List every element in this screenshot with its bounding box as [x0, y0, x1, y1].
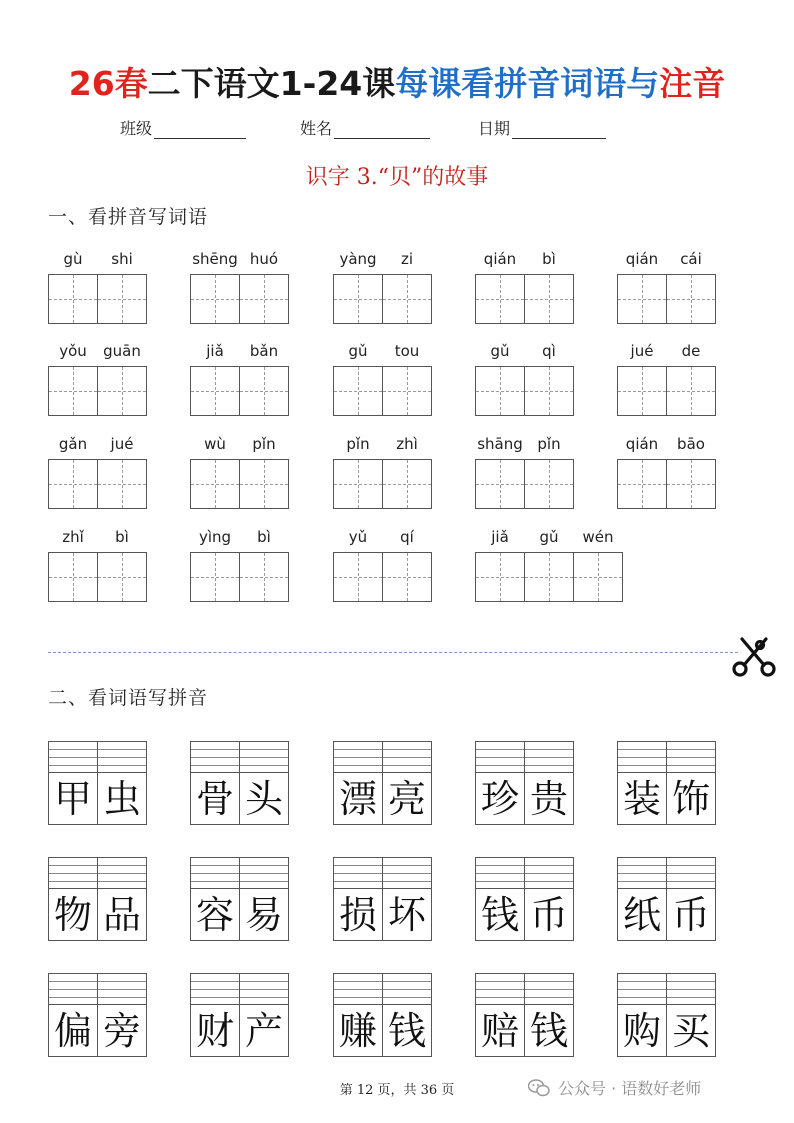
- pinyin-syllable: bǎn: [249, 342, 279, 360]
- pinyin-syllable: guān: [103, 342, 141, 360]
- hanzi-char: 买: [666, 1005, 716, 1057]
- pinyin-writing-lines[interactable]: [333, 857, 383, 889]
- pinyin-syllable: jiǎ: [491, 528, 509, 546]
- tianzige-cell[interactable]: [475, 459, 525, 509]
- hanzi-char: 物: [48, 889, 98, 941]
- hanzi-char: 坏: [382, 889, 432, 941]
- hanzi-char: 甲: [48, 773, 98, 825]
- hanzi-char: 币: [524, 889, 574, 941]
- tianzige-cell[interactable]: [617, 459, 667, 509]
- pinyin-syllable: yàng: [339, 250, 377, 268]
- pinyin-syllable: qí: [400, 528, 414, 546]
- hanzi-char: 钱: [382, 1005, 432, 1057]
- pinyin-syllable: zi: [400, 250, 414, 268]
- pinyin-writing-lines[interactable]: [239, 857, 289, 889]
- name-label: 姓名: [300, 119, 333, 138]
- hanzi-char: 购: [617, 1005, 667, 1057]
- writing-cells: [48, 459, 147, 509]
- pinyin-syllable: cái: [680, 250, 702, 268]
- pinyin-writing-lines[interactable]: [382, 857, 432, 889]
- hanzi-char: 饰: [666, 773, 716, 825]
- class-field[interactable]: [120, 116, 246, 139]
- writing-cells: [333, 366, 432, 416]
- hanzi-char: 偏: [48, 1005, 98, 1057]
- class-label: 班级: [120, 119, 153, 138]
- pinyin-writing-lines[interactable]: [617, 857, 667, 889]
- pinyin-writing-lines[interactable]: [333, 741, 383, 773]
- pinyin-syllable: wén: [582, 528, 614, 546]
- pinyin-writing-lines[interactable]: [190, 973, 240, 1005]
- tianzige-cell[interactable]: [190, 366, 240, 416]
- pinyin-syllable: gǎn: [58, 435, 88, 453]
- tianzige-cell[interactable]: [239, 552, 289, 602]
- char-column: [617, 973, 667, 1057]
- tianzige-cell[interactable]: [97, 274, 147, 324]
- title-topic: 每课看拼音词语与: [395, 64, 660, 103]
- hanzi-char: 贵: [524, 773, 574, 825]
- tianzige-cell[interactable]: [97, 459, 147, 509]
- writing-cells: [475, 274, 574, 324]
- tianzige-cell[interactable]: [190, 274, 240, 324]
- pinyin-syllable: gǔ: [539, 528, 559, 546]
- cut-line: [48, 652, 738, 653]
- hanzi-char: 珍: [475, 773, 525, 825]
- tianzige-cell[interactable]: [97, 552, 147, 602]
- char-column: [239, 857, 289, 941]
- pinyin-syllable: shāng: [477, 435, 523, 453]
- tianzige-cell[interactable]: [573, 552, 623, 602]
- char-column: [239, 741, 289, 825]
- pinyin-syllable: zhì: [396, 435, 418, 453]
- hanzi-char: 品: [97, 889, 147, 941]
- word-item: [48, 741, 147, 825]
- hanzi-char: 纸: [617, 889, 667, 941]
- word-item: [475, 857, 574, 941]
- tianzige-cell[interactable]: [475, 366, 525, 416]
- hanzi-char: 装: [617, 773, 667, 825]
- writing-cells: [190, 366, 289, 416]
- tianzige-cell[interactable]: [475, 274, 525, 324]
- pinyin-syllable: qián: [483, 250, 517, 268]
- pinyin-writing-lines[interactable]: [524, 741, 574, 773]
- pinyin-syllable: qì: [542, 342, 556, 360]
- tianzige-cell[interactable]: [666, 366, 716, 416]
- tianzige-cell[interactable]: [524, 366, 574, 416]
- hanzi-char: 漂: [333, 773, 383, 825]
- date-field[interactable]: [478, 116, 606, 139]
- title-grade: 二下语文1-24课: [147, 64, 396, 103]
- tianzige-cell[interactable]: [333, 366, 383, 416]
- hanzi-char: 赚: [333, 1005, 383, 1057]
- writing-cells: [190, 552, 289, 602]
- pinyin-syllable: gù: [63, 250, 83, 268]
- writing-cells: [333, 552, 432, 602]
- hanzi-char: 币: [666, 889, 716, 941]
- char-column: [475, 857, 525, 941]
- tianzige-cell[interactable]: [239, 274, 289, 324]
- pinyin-syllable: yìng: [198, 528, 232, 546]
- char-column: [666, 741, 716, 825]
- tianzige-cell[interactable]: [617, 274, 667, 324]
- char-column: [190, 857, 240, 941]
- tianzige-cell[interactable]: [48, 366, 98, 416]
- pinyin-syllable: wù: [204, 435, 226, 453]
- char-column: [475, 741, 525, 825]
- word-item: [48, 973, 147, 1057]
- word-item: [617, 857, 716, 941]
- hanzi-char: 钱: [475, 889, 525, 941]
- tianzige-cell[interactable]: [524, 552, 574, 602]
- hanzi-char: 旁: [97, 1005, 147, 1057]
- watermark: [528, 1076, 701, 1099]
- pinyin-syllable: bì: [542, 250, 556, 268]
- pinyin-syllable: pǐn: [252, 435, 276, 453]
- pinyin-writing-lines[interactable]: [382, 973, 432, 1005]
- hanzi-char: 容: [190, 889, 240, 941]
- pinyin-writing-lines[interactable]: [524, 973, 574, 1005]
- char-column: [382, 857, 432, 941]
- pinyin-writing-lines[interactable]: [333, 973, 383, 1005]
- char-column: [190, 973, 240, 1057]
- pinyin-writing-lines[interactable]: [239, 973, 289, 1005]
- tianzige-cell[interactable]: [382, 552, 432, 602]
- tianzige-cell[interactable]: [97, 366, 147, 416]
- pinyin-writing-lines[interactable]: [97, 857, 147, 889]
- char-column: [97, 741, 147, 825]
- hanzi-char: 财: [190, 1005, 240, 1057]
- pinyin-writing-lines[interactable]: [97, 973, 147, 1005]
- char-column: [524, 973, 574, 1057]
- word-item: [475, 741, 574, 825]
- word-item: [617, 973, 716, 1057]
- pinyin-writing-lines[interactable]: [239, 741, 289, 773]
- pinyin-syllable: shi: [111, 250, 133, 268]
- name-field[interactable]: [300, 116, 430, 139]
- tianzige-cell[interactable]: [666, 459, 716, 509]
- section1-heading: 一、看拼音写词语: [48, 206, 209, 228]
- writing-cells: [475, 459, 574, 509]
- hanzi-char: 头: [239, 773, 289, 825]
- tianzige-cell[interactable]: [524, 459, 574, 509]
- char-column: [190, 741, 240, 825]
- title-annotate: 注音: [659, 64, 726, 103]
- writing-cells: [190, 274, 289, 324]
- tianzige-cell[interactable]: [333, 552, 383, 602]
- char-column: [97, 857, 147, 941]
- word-item: [617, 741, 716, 825]
- word-item: [333, 741, 432, 825]
- pinyin-writing-lines[interactable]: [475, 973, 525, 1005]
- pinyin-writing-lines[interactable]: [382, 741, 432, 773]
- pinyin-syllable: qián: [625, 435, 659, 453]
- pinyin-writing-lines[interactable]: [617, 741, 667, 773]
- char-column: [524, 857, 574, 941]
- hanzi-char: 损: [333, 889, 383, 941]
- class-blank[interactable]: [154, 122, 246, 139]
- tianzige-cell[interactable]: [239, 366, 289, 416]
- writing-cells: [48, 552, 147, 602]
- page-number: 第 12 页，共 36 页: [339, 1083, 455, 1098]
- student-info-row: [0, 116, 794, 140]
- tianzige-cell[interactable]: [48, 274, 98, 324]
- wechat-icon: [528, 1079, 550, 1097]
- writing-cells: [617, 274, 716, 324]
- title-year: 26春: [68, 64, 148, 103]
- char-column: [617, 857, 667, 941]
- tianzige-cell[interactable]: [48, 459, 98, 509]
- char-column: [475, 973, 525, 1057]
- char-column: [333, 741, 383, 825]
- writing-cells: [333, 459, 432, 509]
- writing-cells: [617, 366, 716, 416]
- word-item: [475, 973, 574, 1057]
- tianzige-cell[interactable]: [190, 459, 240, 509]
- char-column: [617, 741, 667, 825]
- tianzige-cell[interactable]: [382, 459, 432, 509]
- char-column: [97, 973, 147, 1057]
- name-blank[interactable]: [334, 122, 430, 139]
- char-column: [239, 973, 289, 1057]
- tianzige-cell[interactable]: [617, 366, 667, 416]
- tianzige-cell[interactable]: [333, 459, 383, 509]
- pinyin-writing-lines[interactable]: [475, 741, 525, 773]
- hanzi-char: 虫: [97, 773, 147, 825]
- word-item: [190, 741, 289, 825]
- word-item: [48, 857, 147, 941]
- pinyin-syllable: zhǐ: [62, 528, 84, 546]
- pinyin-writing-lines[interactable]: [97, 741, 147, 773]
- writing-cells: [48, 274, 147, 324]
- lesson-title: 识字 3.“贝”的故事: [305, 165, 489, 190]
- char-column: [333, 973, 383, 1057]
- pinyin-writing-lines[interactable]: [617, 973, 667, 1005]
- tianzige-cell[interactable]: [190, 552, 240, 602]
- pinyin-syllable: qián: [625, 250, 659, 268]
- tianzige-cell[interactable]: [475, 552, 525, 602]
- word-item: [190, 973, 289, 1057]
- pinyin-syllable: yǔ: [348, 528, 368, 546]
- date-blank[interactable]: [512, 122, 606, 139]
- pinyin-writing-lines[interactable]: [475, 857, 525, 889]
- pinyin-writing-lines[interactable]: [524, 857, 574, 889]
- writing-cells: [48, 366, 147, 416]
- hanzi-char: 易: [239, 889, 289, 941]
- pinyin-syllable: gǔ: [348, 342, 368, 360]
- char-column: [666, 857, 716, 941]
- pinyin-syllable: gǔ: [490, 342, 510, 360]
- pinyin-writing-lines[interactable]: [190, 857, 240, 889]
- pinyin-writing-lines[interactable]: [666, 857, 716, 889]
- pinyin-syllable: jiǎ: [206, 342, 224, 360]
- char-column: [382, 741, 432, 825]
- hanzi-char: 钱: [524, 1005, 574, 1057]
- hanzi-char: 赔: [475, 1005, 525, 1057]
- pinyin-writing-lines[interactable]: [666, 973, 716, 1005]
- tianzige-cell[interactable]: [333, 274, 383, 324]
- pinyin-syllable: huó: [249, 250, 279, 268]
- page-title: [0, 58, 794, 105]
- pinyin-writing-lines[interactable]: [48, 973, 98, 1005]
- tianzige-cell[interactable]: [382, 274, 432, 324]
- pinyin-syllable: bì: [115, 528, 129, 546]
- pinyin-syllable: de: [681, 342, 701, 360]
- char-column: [333, 857, 383, 941]
- char-column: [524, 741, 574, 825]
- tianzige-cell[interactable]: [48, 552, 98, 602]
- writing-cells: [333, 274, 432, 324]
- word-item: [190, 857, 289, 941]
- pinyin-syllable: yǒu: [59, 342, 87, 360]
- scissors-icon: [730, 631, 778, 679]
- pinyin-syllable: jué: [630, 342, 654, 360]
- word-item: [333, 973, 432, 1057]
- writing-cells: [475, 366, 574, 416]
- pinyin-syllable: pǐn: [346, 435, 370, 453]
- tianzige-cell[interactable]: [239, 459, 289, 509]
- pinyin-syllable: pǐn: [537, 435, 561, 453]
- word-item: [333, 857, 432, 941]
- hanzi-char: 产: [239, 1005, 289, 1057]
- section2-heading: 二、看词语写拼音: [48, 687, 209, 709]
- char-column: [666, 973, 716, 1057]
- writing-cells: [617, 459, 716, 509]
- pinyin-syllable: jué: [110, 435, 134, 453]
- pinyin-writing-lines[interactable]: [48, 857, 98, 889]
- pinyin-syllable: tou: [394, 342, 420, 360]
- char-column: [48, 857, 98, 941]
- pinyin-writing-lines[interactable]: [666, 741, 716, 773]
- pinyin-writing-lines[interactable]: [190, 741, 240, 773]
- char-column: [48, 741, 98, 825]
- pinyin-syllable: shēng: [192, 250, 238, 268]
- hanzi-char: 骨: [190, 773, 240, 825]
- writing-cells: [475, 552, 623, 602]
- pinyin-syllable: bāo: [677, 435, 705, 453]
- pinyin-syllable: bì: [257, 528, 271, 546]
- hanzi-char: 亮: [382, 773, 432, 825]
- tianzige-cell[interactable]: [524, 274, 574, 324]
- pinyin-writing-lines[interactable]: [48, 741, 98, 773]
- tianzige-cell[interactable]: [382, 366, 432, 416]
- char-column: [382, 973, 432, 1057]
- tianzige-cell[interactable]: [666, 274, 716, 324]
- char-column: [48, 973, 98, 1057]
- watermark-text: 公众号 · 语数好老师: [558, 1079, 702, 1098]
- date-label: 日期: [478, 119, 511, 138]
- writing-cells: [190, 459, 289, 509]
